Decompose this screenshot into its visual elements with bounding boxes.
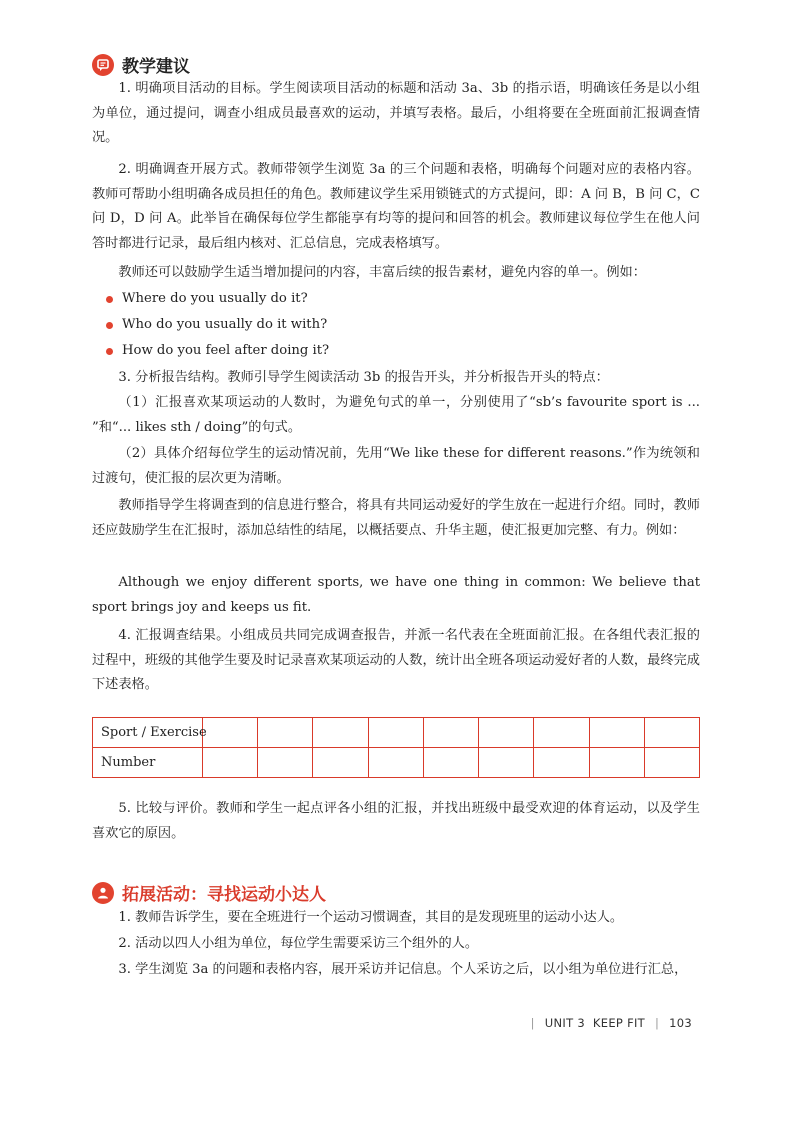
table-cell [203,748,258,778]
page-footer [525,1016,692,1030]
bullet-dot-icon [106,322,113,329]
teaching-suggestions-heading [92,52,190,77]
example-sentence: Although we enjoy different sports, we have one thing in common: We believe that sport brings joy and keeps us fit. [92,575,700,615]
paragraph-3: 教师还可以鼓励学生适当增加提问的内容，丰富后续的报告素材，避免内容的单一。例如： [118,265,646,280]
table-cell [589,748,644,778]
paragraph-2: 2. 明确调查开展方式。教师带领学生浏览 3a 的三个问题和表格，明确每个问题对应的表格内容。教师可帮助小组明确各成员担任的角色。教师建议学生采用锁链式的方式提问，即：A 问 B，B 问 C，C 问 D，D 问 A。此举旨在确保每位学生都能享有均等的提问和回答的机会。教师建议每位学生在他人问答时都进行记录，最后组内核对、汇总信息，完成表格填写。 [92,162,700,251]
bullet-item: How do you feel after doing it? [106,339,329,363]
paragraph-10: 5. 比较与评价。教师和学生一起点评各小组的汇报，并找出班级中最受欢迎的体育运动，以及学生喜欢它的原因。 [92,801,700,841]
table-cell [423,718,478,748]
table-cell [589,718,644,748]
table-cell [534,748,589,778]
paragraph-4: 3. 分析报告结构。教师引导学生阅读活动 3b 的报告开头，并分析报告开头的特点： [118,370,609,385]
bullet-item: Who do you usually do it with? [106,313,327,337]
list-item: 2. 活动以四人小组为单位，每位学生需要采访三个组外的人。 [118,936,479,951]
table-row [93,748,700,778]
bullet-dot-icon [106,348,113,355]
footer-unit: UNIT 3 [544,1016,585,1030]
table-cell [313,748,368,778]
table-row [93,718,700,748]
paragraph-5: （1）汇报喜欢某项运动的人数时，为避免句式的单一，分别使用了“sb’s favourite sport is ... ”和“... likes sth / doing”的句式。 [92,395,700,435]
table-cell [644,748,699,778]
footer-divider: | [530,1016,535,1030]
section-title: 拓展活动：寻找运动小达人 [122,885,326,905]
table-cell [258,748,313,778]
table-cell [534,718,589,748]
survey-table [92,717,700,778]
footer-divider: | [654,1016,660,1030]
table-cell [203,718,258,748]
footer-unit-title: KEEP FIT [592,1016,646,1030]
list-item: 1. 教师告诉学生，要在全班进行一个运动习惯调查，其目的是发现班里的运动小达人。 [118,910,624,925]
paragraph-7: 教师指导学生将调查到的信息进行整合，将具有共同运动爱好的学生放在一起进行介绍。同时，教师还应鼓励学生在汇报时，添加总结性的结尾，以概括要点、升华主题，使汇报更加完整、有力。例如： [92,498,700,538]
table-cell [313,718,368,748]
table-row-label: Number [93,748,203,778]
table-cell [368,748,423,778]
bullet-item: Where do you usually do it? [106,287,308,311]
comment-icon [92,54,114,76]
table-cell [644,718,699,748]
section-title: 教学建议 [122,57,190,77]
table-cell [258,718,313,748]
table-cell [423,748,478,778]
table-cell [479,748,534,778]
table-row-label: Sport / Exercise [93,718,203,748]
person-icon [92,882,114,904]
bullet-dot-icon [106,296,113,303]
extension-activity-heading [92,880,326,905]
table-cell [479,718,534,748]
paragraph-1: 1. 明确项目活动的目标。学生阅读项目活动的标题和活动 3a、3b 的指示语，明确该任务是以小组为单位，通过提问，调查小组成员最喜欢的运动，并填写表格。最后，小组将要在全班面前汇报调查情况。 [92,81,700,146]
list-item: 3. 学生浏览 3a 的问题和表格内容，展开采访并记信息。个人采访之后，以小组为单位进行汇总， [118,962,688,977]
paragraph-6: （2）具体介绍每位学生的运动情况前，先用“We like these for different reasons.”作为统领和过渡句，使汇报的层次更为清晰。 [92,446,700,486]
paragraph-9: 4. 汇报调查结果。小组成员共同完成调查报告，并派一名代表在全班面前汇报。在各组代表汇报的过程中，班级的其他学生要及时记录喜欢某项运动的人数，统计出全班各项运动爱好者的人数，最终完成下述表格。 [92,628,700,693]
page-number: 103 [669,1016,692,1030]
table-cell [368,718,423,748]
